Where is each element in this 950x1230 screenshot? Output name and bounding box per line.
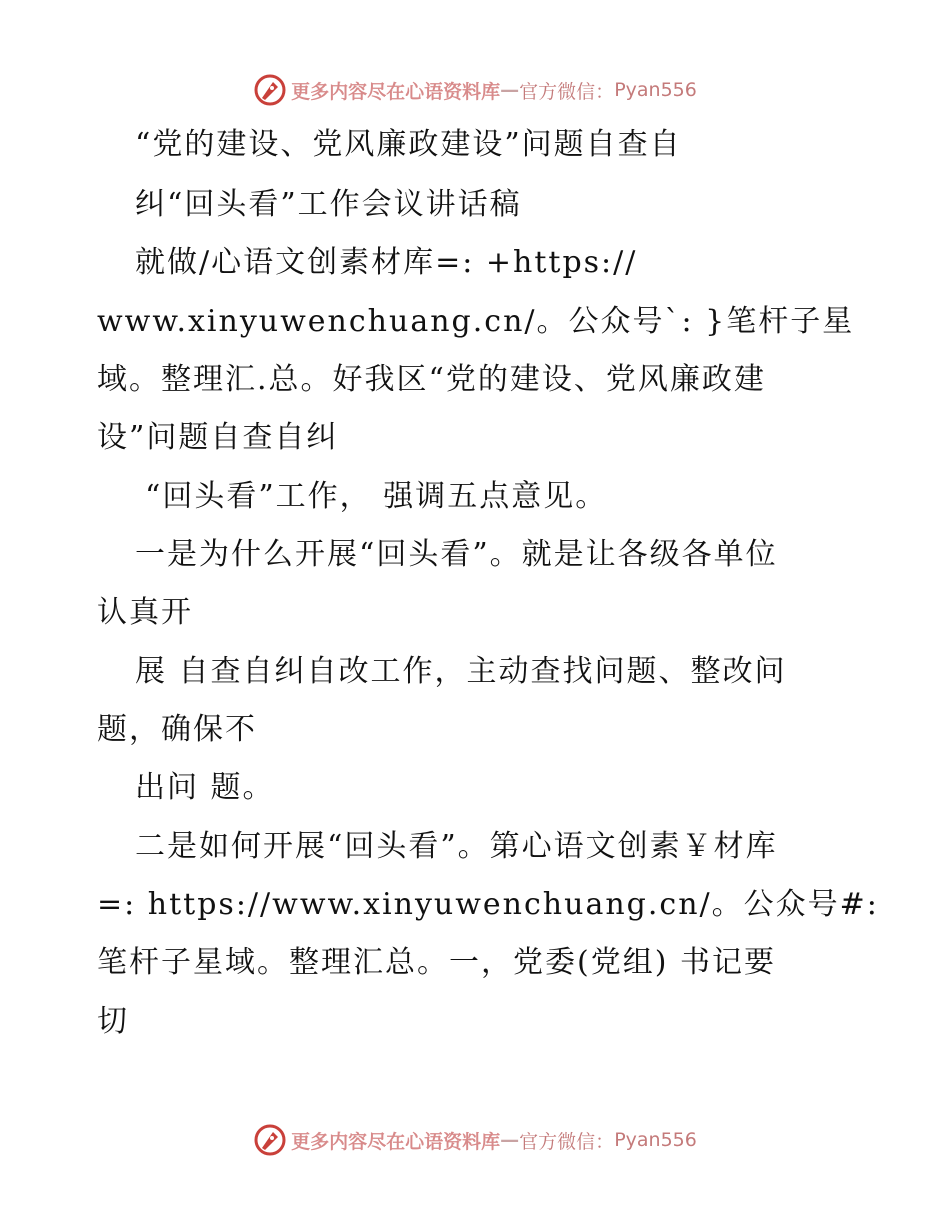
footer-watermark <box>0 1120 950 1160</box>
body-line: 笔杆子星域。整理汇总。一，党委(党组) 书记要 <box>97 945 776 980</box>
watermark-dash: — <box>500 1129 520 1151</box>
body-line: 一是为什么开展“回头看”。就是让各级各单位 <box>135 537 778 572</box>
watermark-account-id: Pyan556 <box>614 1129 697 1151</box>
body-line: 认真开 <box>97 595 193 630</box>
title-line-2: 纠“回头看”工作会议讲话稿 <box>135 187 522 222</box>
body-line: 展 自查自纠自改工作，主动查找问题、整改问 <box>135 654 787 689</box>
pen-nib-logo-icon <box>253 73 287 107</box>
body-line: “回头看”工作， 强调五点意见。 <box>145 479 608 514</box>
body-line: 域。整理汇.总。好我区“党的建设、党风廉政建 <box>97 362 766 397</box>
watermark-dash: — <box>500 79 520 101</box>
body-line: 设”问题自查自纠 <box>97 420 339 455</box>
body-line: 出问 题。 <box>135 770 275 805</box>
title-line-1: “党的建设、党风廉政建设”问题自查自 <box>135 127 682 162</box>
watermark-account-id: Pyan556 <box>614 79 697 101</box>
watermark-text: 更多内容尽在心语资料库 <box>291 1130 501 1153</box>
body-line: =: https://www.xinyuwenchuang.cn/。公众号#: <box>97 887 879 922</box>
body-line: 就做/心语文创素材库=: +https:// <box>135 245 638 280</box>
watermark-account-label: 官方微信： <box>519 80 615 103</box>
body-line: 切 <box>97 1004 129 1039</box>
header-watermark <box>0 70 950 110</box>
watermark-account-label: 官方微信： <box>519 1130 615 1153</box>
pen-nib-logo-icon <box>253 1123 287 1157</box>
body-line: 题，确保不 <box>97 712 257 747</box>
watermark-text: 更多内容尽在心语资料库 <box>291 80 501 103</box>
body-line: www.xinyuwenchuang.cn/。公众号`: }笔杆子星 <box>97 304 855 339</box>
body-line: 二是如何开展“回头看”。第心语文创素￥材库 <box>135 829 778 864</box>
